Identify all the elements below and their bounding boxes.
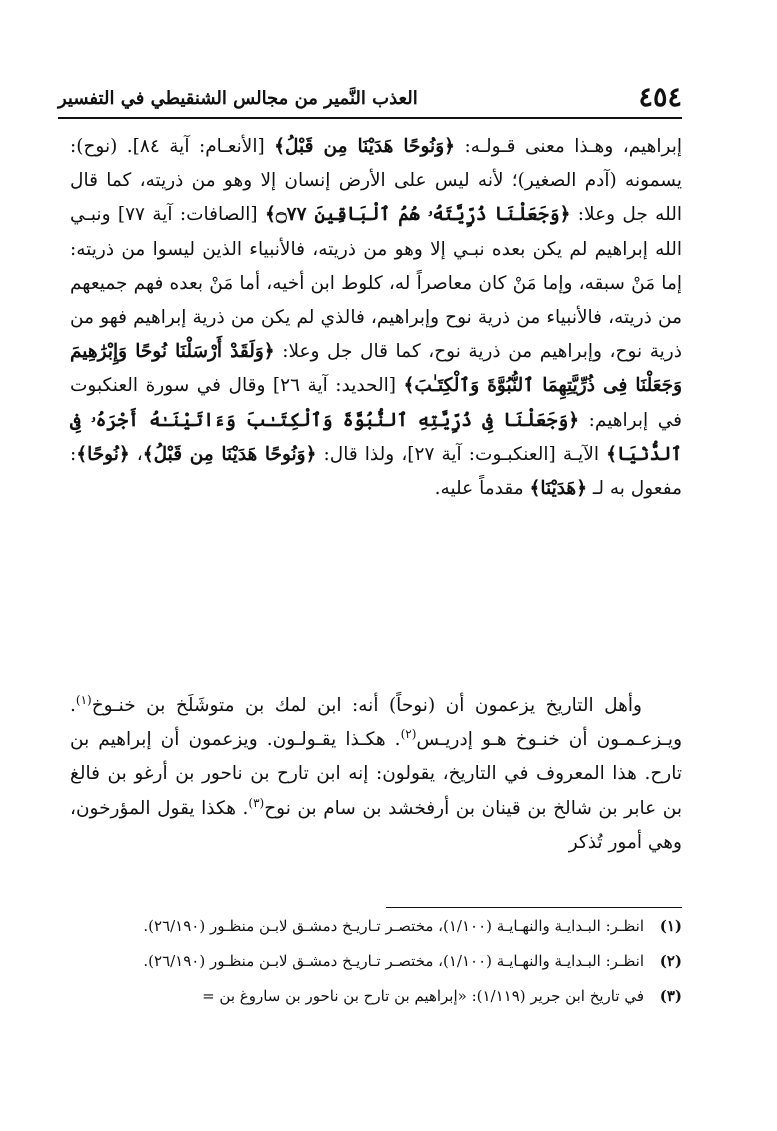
text-run: ، xyxy=(129,443,143,465)
text-run: الآيـة [العنكبـوت: آية ٢٧]، ولذا قال: xyxy=(316,443,607,465)
text-run: مقدماً عليه. xyxy=(434,478,530,500)
footnote-1 xyxy=(62,913,682,940)
quran-verse: ﴿وَنُوحًا هَدَيْنَا مِن قَبْلُ﴾ xyxy=(274,136,455,157)
footnote-text: في تاريخ ابن جرير (١/١١٩): «إبراهيم بن تارح بن ناحور بن ساروغ بن = xyxy=(202,987,644,1005)
quran-verse: ﴿وَجَعَلْنَا فِى ذُرِّيَّتِهِ ٱلنُّبُوَّةَ وَٱلْكِتَـٰبَ وَءَاتَيْنَـٰهُ أَجْرَهُۥ فِى ٱلدُّنْيَا﴾ xyxy=(70,409,683,465)
footnote-number: (٢) xyxy=(659,952,682,970)
footnote-ref-2[interactable]: (٢) xyxy=(400,727,417,742)
text-run: . هكـذا يقـولـون. ويزعمون أن إبراهيم بن تارح. هذا المعروف في التاريخ، يقولون: إنه ابن تارح بن ناحور بن أرغو بن فالغ بن عابر بن شالخ بن قينان بن أرفخشد بن سام بن نوح xyxy=(70,729,682,819)
page-number: ٤٥٤ xyxy=(638,82,682,113)
text-run: : مفعول به لـ xyxy=(70,443,682,500)
quran-verse: ﴿وَلَقَدْ أَرْسَلْنَا نُوحًا وَإِبْرَٰهِيمَ وَجَعَلْنَا فِى ذُرِّيَّتِهِمَا ٱلنُّبُوَّةَ وَٱلْكِتَـٰبَ﴾ xyxy=(70,341,682,397)
text-run: إبراهيم، وهـذا معنى قـولـه: xyxy=(454,136,682,157)
header-divider xyxy=(58,117,682,119)
quran-verse: ﴿نُوحًا﴾ xyxy=(76,443,130,465)
footnote-ref-3[interactable]: (٣) xyxy=(248,795,265,810)
quran-verse: ﴿وَنُوحًا هَدَيْنَا مِن قَبْلُ﴾ xyxy=(142,443,317,465)
footnote-number: (١) xyxy=(659,917,682,935)
paragraph-2-text xyxy=(70,689,682,860)
paragraph-2 xyxy=(70,689,682,860)
footnote-number: (٣) xyxy=(659,987,682,1005)
footnote-3 xyxy=(62,983,682,1010)
footnote-divider xyxy=(386,907,682,908)
quran-verse: ﴿وَجَعَلْنَا ذُرِّيَّتَهُۥ هُمُ ٱلْبَاقِينَ ۝٧٧﴾ xyxy=(265,204,571,226)
quran-verse: ﴿هَدَيْنَا﴾ xyxy=(529,478,588,500)
paragraph-1 xyxy=(70,130,682,506)
text-run: . ويـزعـمـون أن خنـوخ هـو إدريـس xyxy=(70,695,683,751)
page-header xyxy=(58,80,682,116)
text-run: . هكذا يقول المؤرخون، وهي أمور تُذكر xyxy=(70,797,682,853)
running-title: العذب النَّمير من مجالس الشنقيطي في التفسير xyxy=(58,88,418,109)
footnote-text: انظـر: البـدايـة والنهـايـة (١/١٠٠)، مختصـر تـاريـخ دمشـق لابـن منظـور (٢٦/١٩٠). xyxy=(143,917,644,935)
footnote-text: انظـر: البـدايـة والنهـايـة (١/١٠٠)، مختصـر تـاريـخ دمشـق لابـن منظـور (٢٦/١٩٠). xyxy=(143,952,644,970)
text-run: [الأنعـام: آية ٨٤]. (نوح): يسمونه (آدم الصغير)؛ لأنه ليس على الأرض إنسان إلا وهو من ذريته، كما قال الله جل وعلا: xyxy=(70,136,682,226)
footnote-2 xyxy=(62,948,682,975)
text-run: [الحديد: آية ٢٦] وقال في سورة العنكبوت في إبراهيم: xyxy=(70,375,683,431)
text-run: وأهل التاريخ يزعمون أن (نوحاً) أنه: ابن لمك بن متوشَلَخ بن خنـوخ xyxy=(91,695,642,716)
footnotes xyxy=(62,913,682,1018)
footnote-ref-1[interactable]: (١) xyxy=(75,692,92,707)
text-run: [الصافات: آية ٧٧] ونبـي الله إبراهيم لم يكن بعده نبـي إلا وهو من ذريته، فالأنبياء الذين ليسوا من ذريته: إما مَنْ سبقه، وإما مَنْ كان معاصراً له، كلوط ابن أخيه، أما مَنْ بعده فهم جميعهم من ذريته، فالأنبياء من ذرية نوح وإبراهيم، فالذي لم يكن من ذرية إبراهيم فهو من ذرية نوح، وإبراهيم من ذرية نوح، كما قال جل وعلا: xyxy=(70,204,682,363)
paragraph-1-text xyxy=(70,130,682,506)
